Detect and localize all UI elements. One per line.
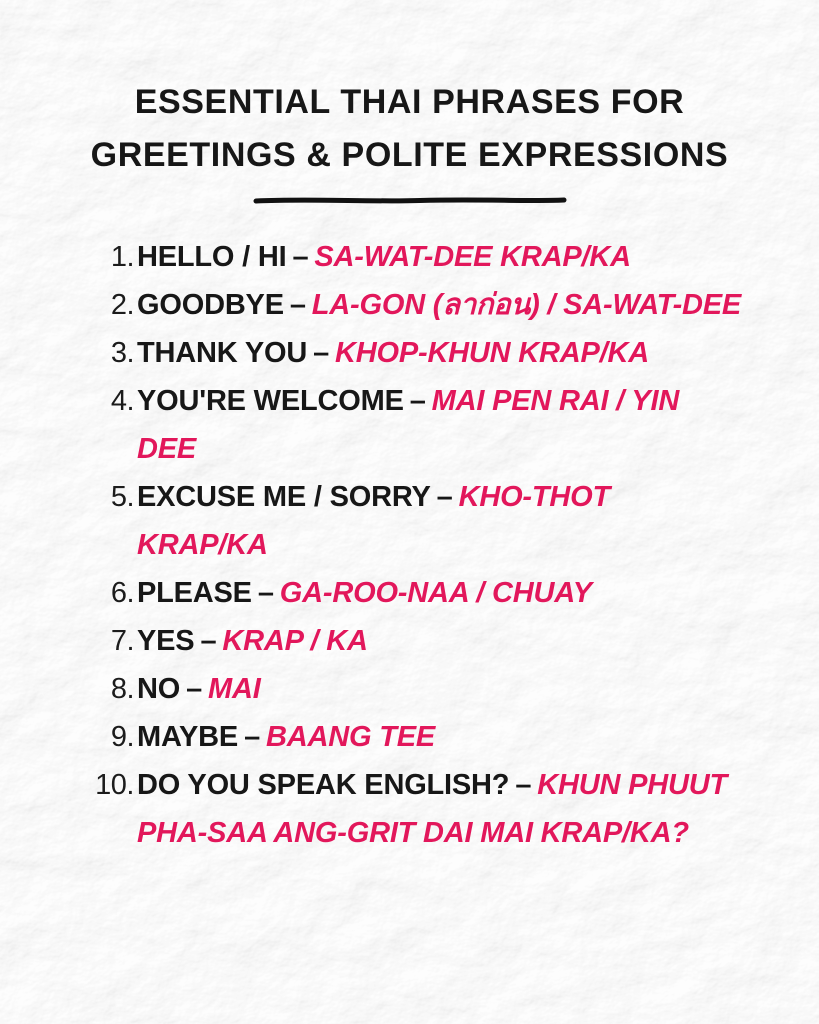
page-title-line2: GREETINGS & POLITE EXPRESSIONS [90, 136, 729, 174]
item-number: 7. [110, 625, 134, 657]
thai-transliteration: BAANG TEE [266, 721, 436, 753]
item-text [137, 233, 743, 281]
thai-transliteration: MAI [208, 673, 261, 705]
thai-transliteration: KHUN PHUUT PHA-SAA ANG-GRIT DAI MAI KRAP/KA? [137, 769, 727, 849]
list-item [84, 473, 748, 569]
item-number: 6. [110, 577, 134, 609]
item-text [137, 761, 743, 857]
dash-separator: – [289, 289, 306, 321]
list-item [84, 617, 748, 665]
page-title [40, 76, 779, 182]
english-phrase: YES [137, 625, 195, 657]
item-number: 2. [110, 289, 134, 321]
list-item [84, 665, 748, 713]
item-number: 10. [95, 769, 134, 801]
english-phrase: HELLO / HI [137, 241, 287, 273]
dash-separator: – [515, 769, 532, 801]
phrase-list [84, 233, 748, 857]
item-number: 8. [110, 673, 134, 705]
list-item [84, 569, 748, 617]
english-phrase: EXCUSE ME / SORRY [137, 481, 431, 513]
thai-transliteration: KHOP-KHUN KRAP/KA [335, 337, 649, 369]
list-item [84, 761, 748, 857]
list-item [84, 713, 748, 761]
list-item [84, 233, 748, 281]
item-text [137, 569, 743, 617]
item-text [137, 329, 743, 377]
item-number: 9. [110, 721, 134, 753]
thai-transliteration: KRAP / KA [222, 625, 368, 657]
list-item [84, 281, 748, 329]
page-title-line1: ESSENTIAL THAI PHRASES FOR [134, 83, 685, 121]
english-phrase: GOODBYE [137, 289, 284, 321]
dash-separator: – [292, 241, 309, 273]
thai-transliteration: SA-WAT-DEE KRAP/KA [314, 241, 631, 273]
item-text [137, 281, 743, 329]
dash-separator: – [409, 385, 426, 417]
dash-separator: – [436, 481, 453, 513]
english-phrase: DO YOU SPEAK ENGLISH? [137, 769, 510, 801]
dash-separator: – [186, 673, 203, 705]
item-text [137, 473, 743, 569]
english-phrase: MAYBE [137, 721, 239, 753]
thai-transliteration: LA-GON (ลาก่อน) / SA-WAT-DEE [311, 289, 742, 321]
english-phrase: NO [137, 673, 181, 705]
item-number: 4. [110, 385, 134, 417]
thai-transliteration: KHO-THOT KRAP/KA [137, 481, 611, 561]
dash-separator: – [313, 337, 329, 369]
english-phrase: YOU'RE WELCOME [137, 385, 404, 417]
dash-separator: – [244, 721, 261, 753]
item-text [137, 713, 743, 761]
item-text [137, 665, 743, 713]
dash-separator: – [200, 625, 217, 657]
item-number: 1. [110, 241, 134, 273]
item-text [137, 377, 743, 473]
item-number: 5. [110, 481, 134, 513]
dash-separator: – [257, 577, 274, 609]
english-phrase: PLEASE [137, 577, 252, 609]
english-phrase: THANK YOU [137, 337, 308, 369]
thai-transliteration: GA-ROO-NAA / CHUAY [279, 577, 592, 609]
item-text [137, 617, 743, 665]
item-number: 3. [110, 337, 134, 369]
thai-transliteration: MAI PEN RAI / YIN DEE [137, 385, 680, 465]
list-item [84, 329, 748, 377]
title-divider-line [250, 194, 570, 206]
list-item [84, 377, 748, 473]
